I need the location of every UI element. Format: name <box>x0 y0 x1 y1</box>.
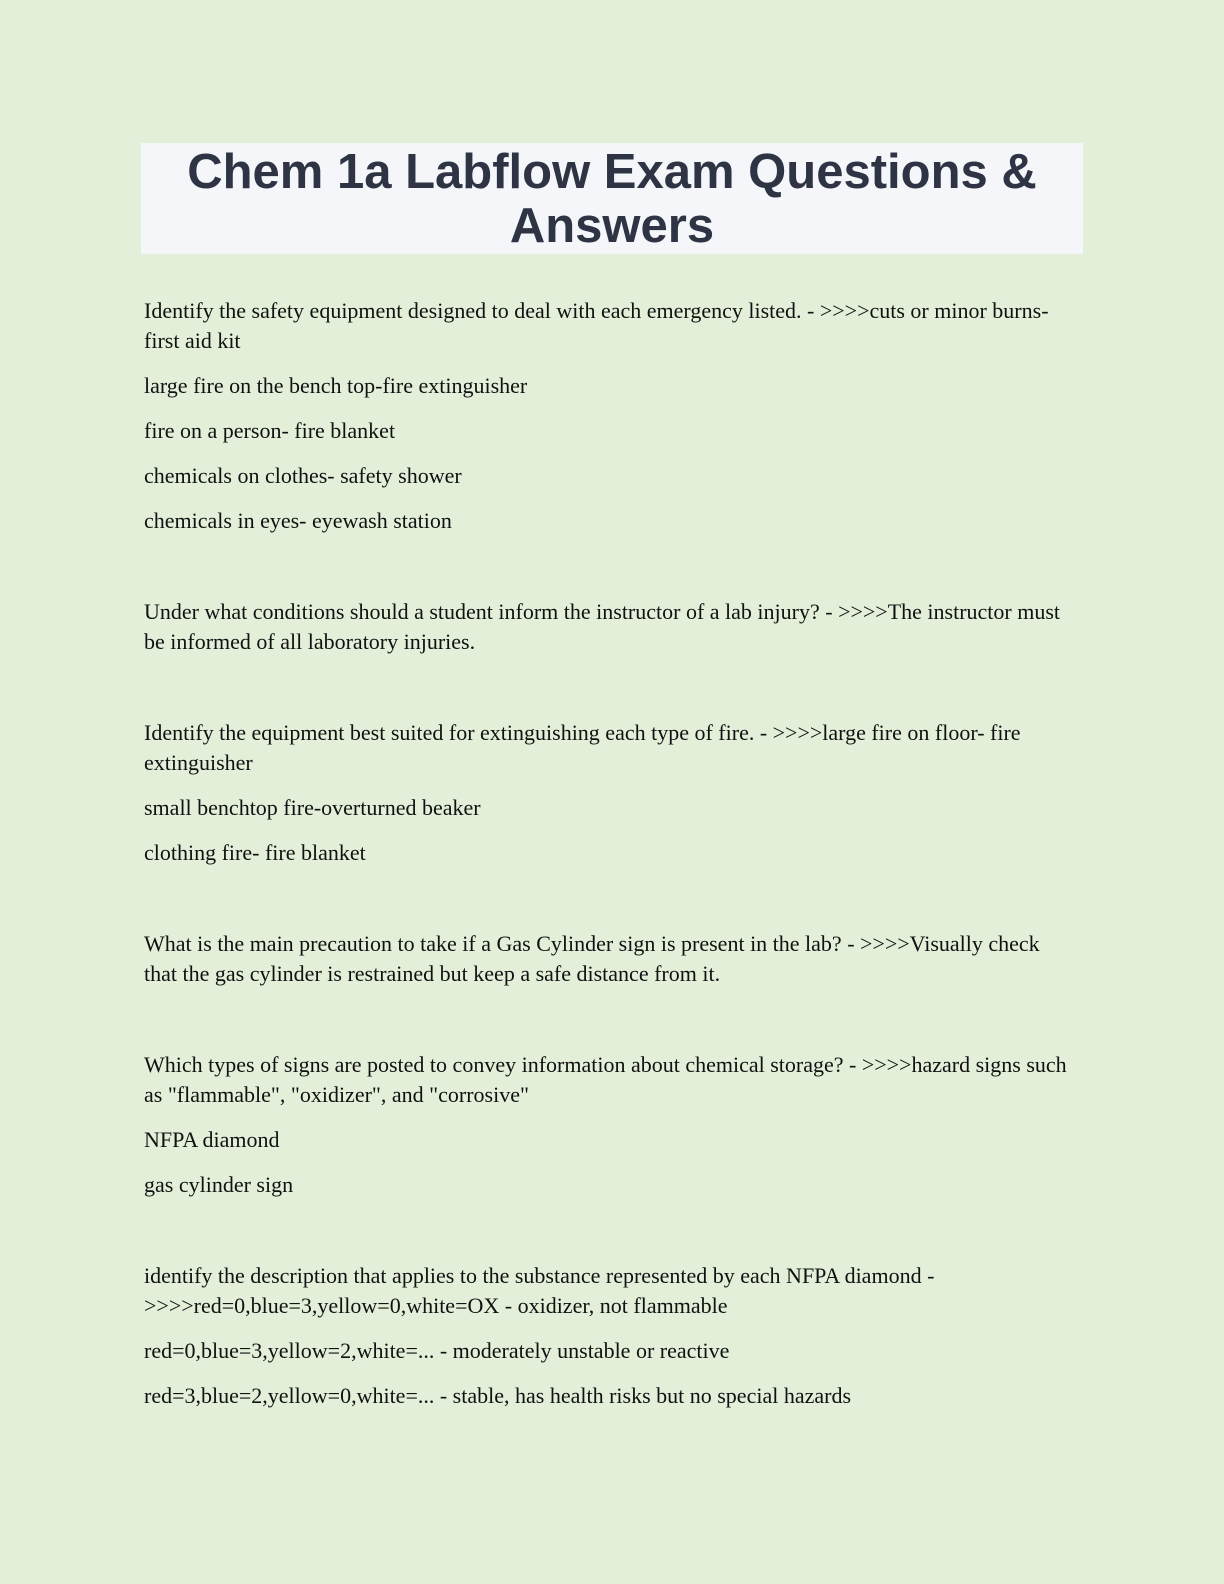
qa-item-2 <box>144 597 1074 657</box>
qa-item-3 <box>144 718 1074 868</box>
answer-line: small benchtop fire-overturned beaker <box>144 795 481 820</box>
answer-line: large fire on the bench top-fire extinguisher <box>144 373 528 398</box>
question-answer-text: Identify the equipment best suited for extinguishing each type of fire. - >>>>large fire on floor- fire extinguisher <box>144 720 1021 775</box>
answer-line: chemicals on clothes- safety shower <box>144 463 462 488</box>
qa-item-6 <box>144 1261 1074 1411</box>
question-answer-text: Identify the safety equipment designed to deal with each emergency listed. - >>>>cuts or minor burns- first aid kit <box>144 298 1049 353</box>
qa-item-1 <box>144 296 1074 536</box>
question-answer-text: Under what conditions should a student inform the instructor of a lab injury? - >>>>The instructor must be informed of all laboratory injuries. <box>144 599 1061 654</box>
answer-line: chemicals in eyes- eyewash station <box>144 508 452 533</box>
question-answer-text: What is the main precaution to take if a Gas Cylinder sign is present in the lab? - >>>>Visually check that the gas cylinder is restrained but keep a safe distance from it. <box>144 931 1040 986</box>
answer-line: red=3,blue=2,yellow=0,white=... - stable, has health risks but no special hazards <box>144 1383 852 1408</box>
answer-line: NFPA diamond <box>144 1127 280 1152</box>
answer-line: gas cylinder sign <box>144 1172 294 1197</box>
qa-item-5 <box>144 1050 1074 1200</box>
title-banner <box>141 143 1083 254</box>
page-title: Chem 1a Labflow Exam Questions & Answers <box>187 144 1037 253</box>
answer-line: fire on a person- fire blanket <box>144 418 396 443</box>
question-answer-text: identify the description that applies to the substance represented by each NFPA diamond - >>>>red=0,blue=3,yellow=0,white=OX - oxidizer, not flammable <box>144 1263 935 1318</box>
qa-item-4 <box>144 929 1074 989</box>
document-body <box>144 296 1074 1472</box>
question-answer-text: Which types of signs are posted to convey information about chemical storage? - >>>>hazard signs such as "flammable", "oxidizer", and "corrosive" <box>144 1052 1067 1107</box>
answer-line: red=0,blue=3,yellow=2,white=... - moderately unstable or reactive <box>144 1338 730 1363</box>
answer-line: clothing fire- fire blanket <box>144 840 366 865</box>
